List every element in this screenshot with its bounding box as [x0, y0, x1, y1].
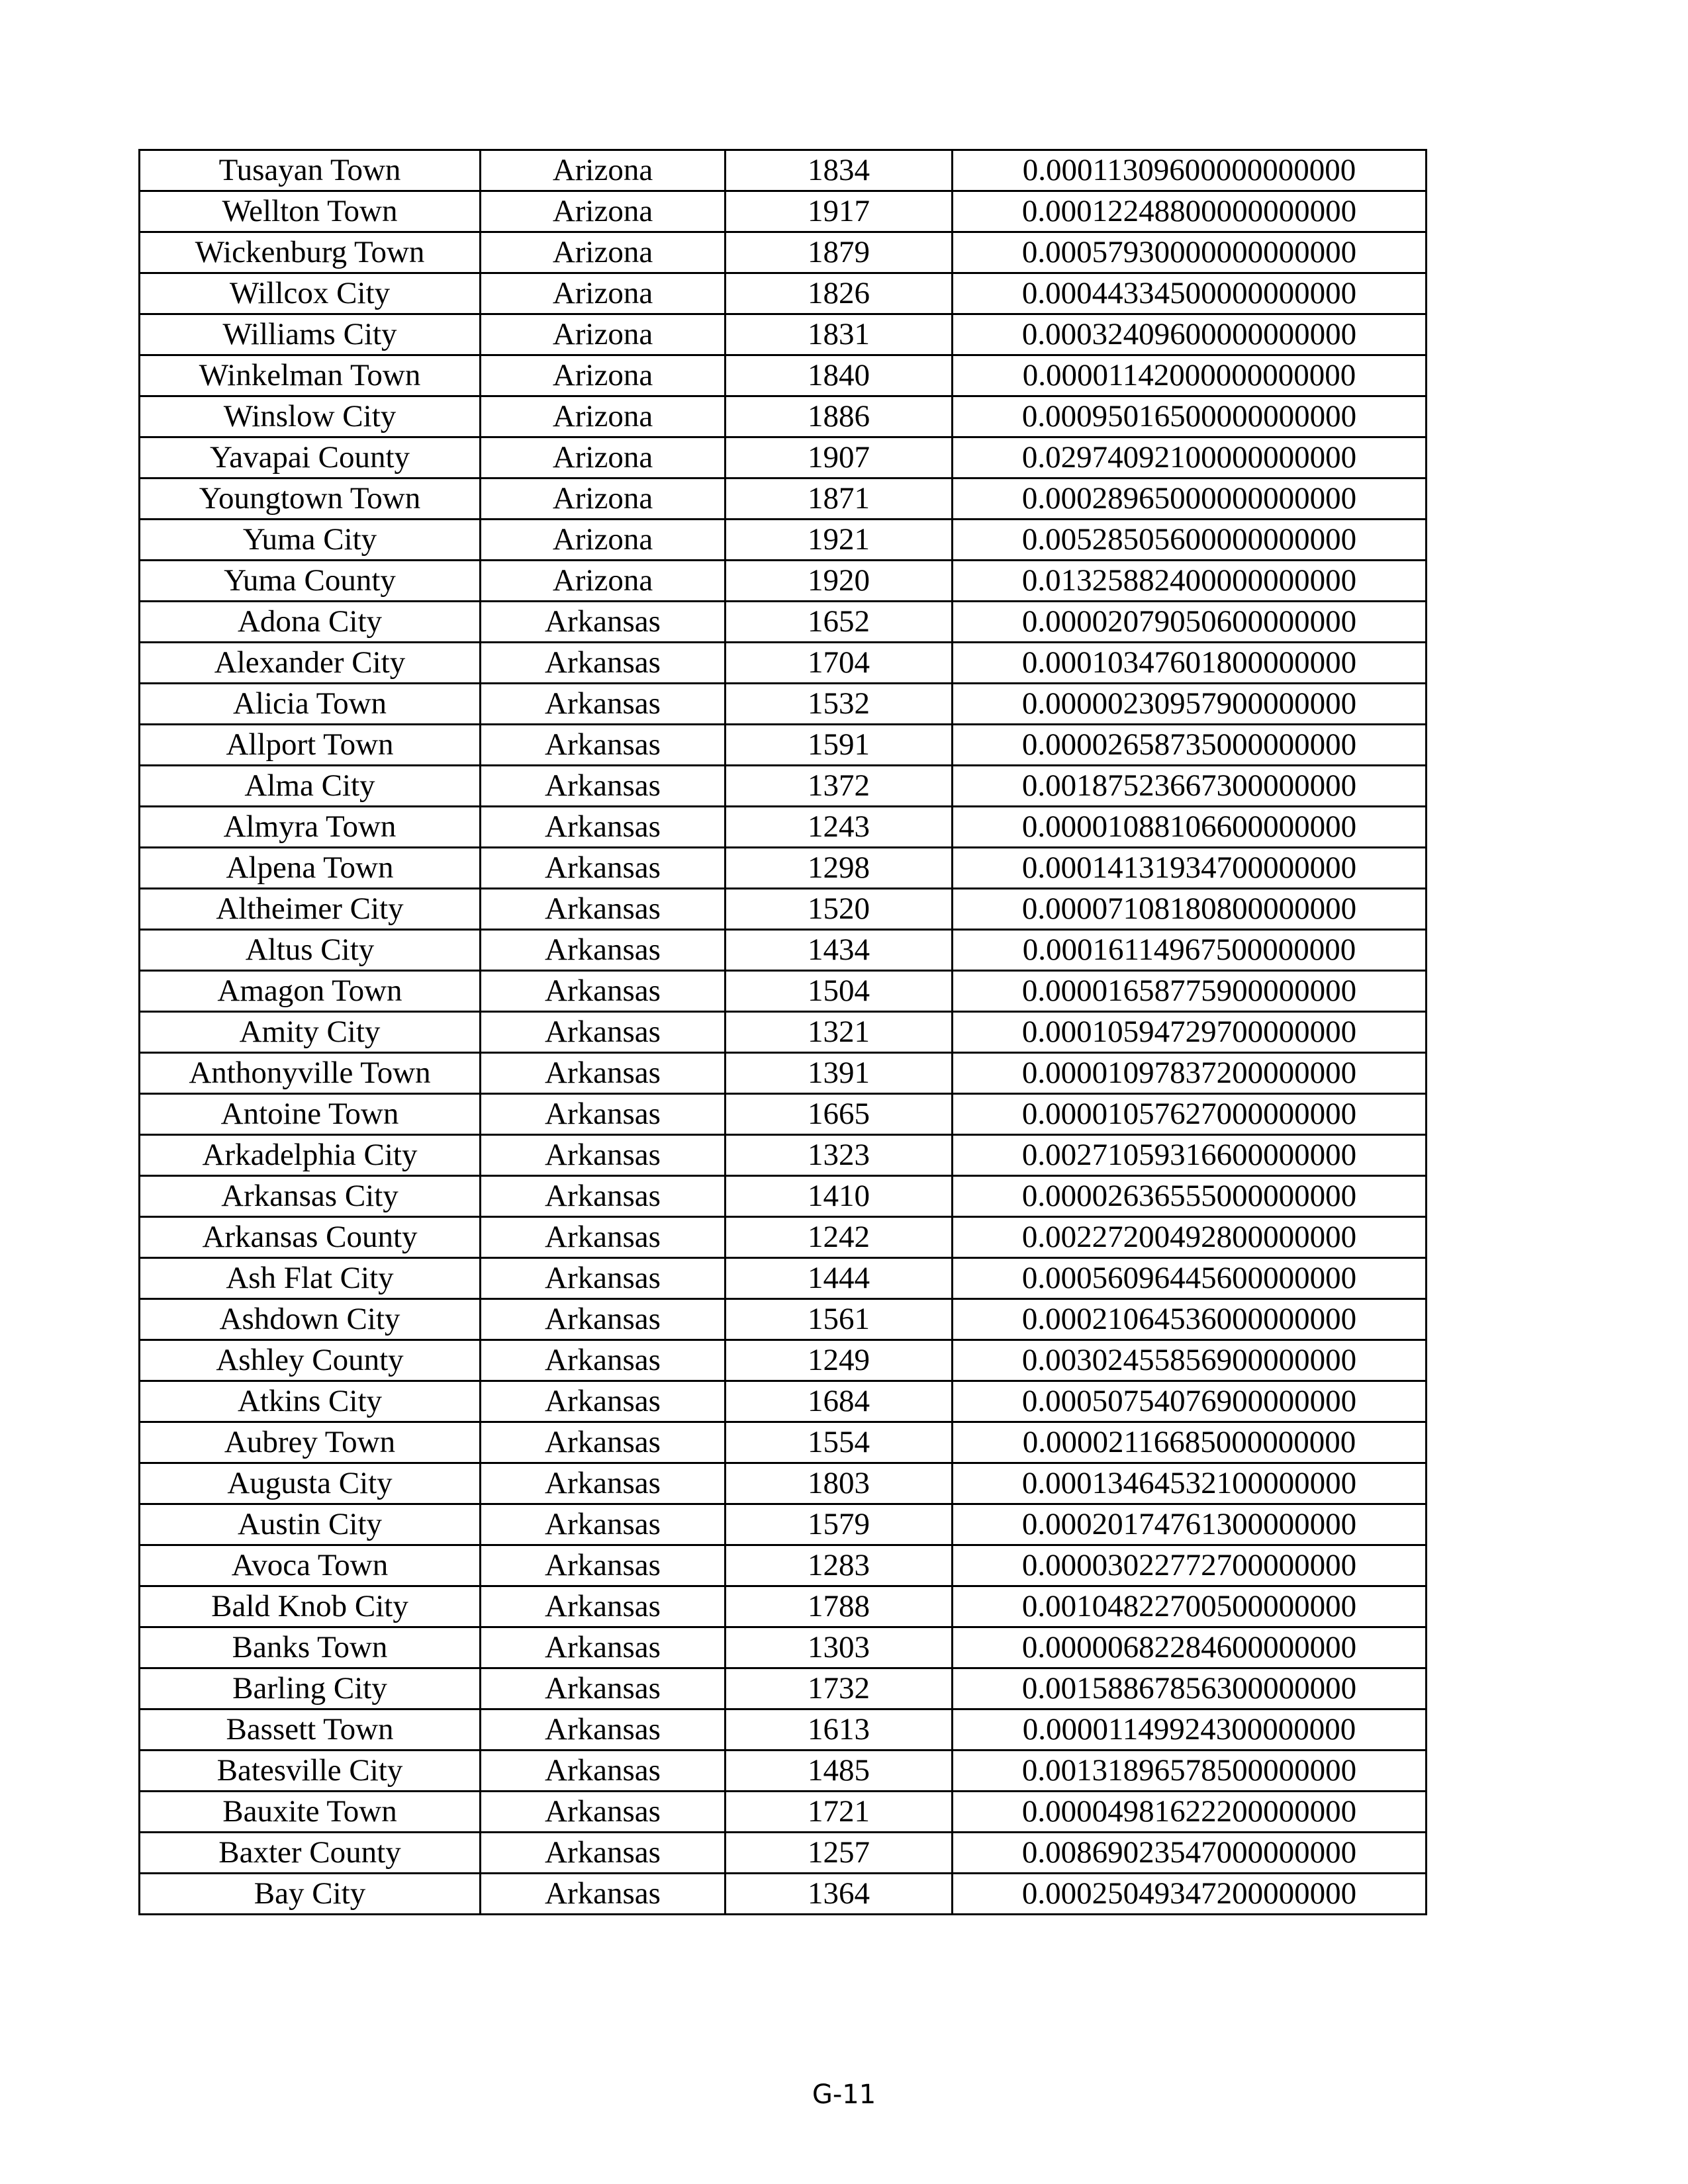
cell-id: 1283	[726, 1545, 953, 1586]
table-row	[140, 766, 1427, 807]
table-row	[140, 1258, 1427, 1299]
cell-state: Arkansas	[481, 1340, 726, 1381]
cell-id: 1554	[726, 1422, 953, 1463]
cell-value: 0.00002079050600000000	[953, 602, 1427, 643]
cell-value: 0.01325882400000000000	[953, 561, 1427, 602]
cell-value: 0.00007108180800000000	[953, 889, 1427, 930]
table-row	[140, 1833, 1427, 1874]
cell-id: 1242	[726, 1217, 953, 1258]
cell-name: Youngtown Town	[140, 478, 481, 520]
cell-value: 0.00003022772700000000	[953, 1545, 1427, 1586]
cell-id: 1831	[726, 314, 953, 355]
table-row	[140, 1709, 1427, 1751]
cell-state: Arkansas	[481, 1833, 726, 1874]
cell-name: Alicia Town	[140, 684, 481, 725]
cell-value: 0.00528505600000000000	[953, 520, 1427, 561]
cell-id: 1591	[726, 725, 953, 766]
cell-name: Bay City	[140, 1874, 481, 1915]
cell-name: Atkins City	[140, 1381, 481, 1422]
cell-value: 0.00000230957900000000	[953, 684, 1427, 725]
cell-value: 0.00044334500000000000	[953, 273, 1427, 314]
table-row	[140, 1135, 1427, 1176]
cell-value: 0.00227200492800000000	[953, 1217, 1427, 1258]
cell-name: Banks Town	[140, 1627, 481, 1668]
cell-state: Arizona	[481, 396, 726, 437]
table-row	[140, 273, 1427, 314]
cell-id: 1840	[726, 355, 953, 396]
table-row	[140, 1094, 1427, 1135]
table-row	[140, 971, 1427, 1012]
cell-value: 0.00032409600000000000	[953, 314, 1427, 355]
table-row	[140, 889, 1427, 930]
table-row	[140, 232, 1427, 273]
cell-id: 1721	[726, 1792, 953, 1833]
cell-state: Arkansas	[481, 1094, 726, 1135]
cell-id: 1372	[726, 766, 953, 807]
cell-name: Augusta City	[140, 1463, 481, 1504]
cell-id: 1579	[726, 1504, 953, 1545]
cell-state: Arkansas	[481, 1463, 726, 1504]
cell-value: 0.00057930000000000000	[953, 232, 1427, 273]
cell-state: Arkansas	[481, 1504, 726, 1545]
cell-value: 0.00001057627000000000	[953, 1094, 1427, 1135]
cell-value: 0.00020174761300000000	[953, 1504, 1427, 1545]
cell-value: 0.00131896578500000000	[953, 1751, 1427, 1792]
table-row	[140, 191, 1427, 232]
cell-state: Arkansas	[481, 766, 726, 807]
cell-value: 0.00001097837200000000	[953, 1053, 1427, 1094]
cell-value: 0.00869023547000000000	[953, 1833, 1427, 1874]
table-row	[140, 643, 1427, 684]
cell-name: Winslow City	[140, 396, 481, 437]
cell-state: Arkansas	[481, 643, 726, 684]
page-number: G-11	[812, 2079, 876, 2110]
cell-value: 0.00002658735000000000	[953, 725, 1427, 766]
allocation-table	[138, 149, 1427, 1915]
table-row	[140, 1463, 1427, 1504]
cell-name: Barling City	[140, 1668, 481, 1709]
cell-name: Ashley County	[140, 1340, 481, 1381]
cell-name: Bauxite Town	[140, 1792, 481, 1833]
cell-name: Altus City	[140, 930, 481, 971]
cell-name: Almyra Town	[140, 807, 481, 848]
cell-name: Wickenburg Town	[140, 232, 481, 273]
cell-value: 0.00010594729700000000	[953, 1012, 1427, 1053]
cell-id: 1907	[726, 437, 953, 478]
cell-id: 1921	[726, 520, 953, 561]
cell-id: 1561	[726, 1299, 953, 1340]
cell-value: 0.00056096445600000000	[953, 1258, 1427, 1299]
table-row	[140, 1176, 1427, 1217]
cell-name: Willcox City	[140, 273, 481, 314]
cell-value: 0.00104822700500000000	[953, 1586, 1427, 1627]
cell-state: Arkansas	[481, 1053, 726, 1094]
cell-name: Baxter County	[140, 1833, 481, 1874]
cell-state: Arizona	[481, 191, 726, 232]
cell-value: 0.00014131934700000000	[953, 848, 1427, 889]
table-row	[140, 561, 1427, 602]
cell-id: 1920	[726, 561, 953, 602]
cell-state: Arkansas	[481, 684, 726, 725]
cell-id: 1803	[726, 1463, 953, 1504]
cell-value: 0.00271059316600000000	[953, 1135, 1427, 1176]
cell-name: Adona City	[140, 602, 481, 643]
cell-value: 0.00004981622200000000	[953, 1792, 1427, 1833]
cell-value: 0.00095016500000000000	[953, 396, 1427, 437]
cell-id: 1410	[726, 1176, 953, 1217]
cell-value: 0.00013464532100000000	[953, 1463, 1427, 1504]
table-row	[140, 602, 1427, 643]
table-row	[140, 1874, 1427, 1915]
cell-id: 1871	[726, 478, 953, 520]
cell-name: Arkadelphia City	[140, 1135, 481, 1176]
cell-name: Arkansas City	[140, 1176, 481, 1217]
table-row	[140, 355, 1427, 396]
cell-value: 0.00016114967500000000	[953, 930, 1427, 971]
cell-id: 1886	[726, 396, 953, 437]
cell-id: 1298	[726, 848, 953, 889]
cell-name: Amity City	[140, 1012, 481, 1053]
cell-state: Arkansas	[481, 1258, 726, 1299]
cell-id: 1665	[726, 1094, 953, 1135]
cell-name: Yavapai County	[140, 437, 481, 478]
cell-id: 1826	[726, 273, 953, 314]
cell-name: Antoine Town	[140, 1094, 481, 1135]
table-row	[140, 396, 1427, 437]
cell-name: Yuma City	[140, 520, 481, 561]
cell-state: Arkansas	[481, 848, 726, 889]
cell-state: Arizona	[481, 314, 726, 355]
cell-id: 1684	[726, 1381, 953, 1422]
cell-value: 0.00028965000000000000	[953, 478, 1427, 520]
table-row	[140, 1586, 1427, 1627]
table-row	[140, 1422, 1427, 1463]
table-row	[140, 1381, 1427, 1422]
table-row	[140, 807, 1427, 848]
cell-id: 1732	[726, 1668, 953, 1709]
cell-name: Amagon Town	[140, 971, 481, 1012]
cell-value: 0.00187523667300000000	[953, 766, 1427, 807]
table-row	[140, 1299, 1427, 1340]
cell-name: Winkelman Town	[140, 355, 481, 396]
cell-id: 1364	[726, 1874, 953, 1915]
cell-id: 1303	[726, 1627, 953, 1668]
cell-name: Aubrey Town	[140, 1422, 481, 1463]
cell-state: Arkansas	[481, 1627, 726, 1668]
cell-state: Arkansas	[481, 1545, 726, 1586]
cell-state: Arkansas	[481, 1135, 726, 1176]
cell-state: Arkansas	[481, 1381, 726, 1422]
cell-state: Arizona	[481, 150, 726, 191]
table-row	[140, 1751, 1427, 1792]
table-row	[140, 1012, 1427, 1053]
cell-value: 0.00000682284600000000	[953, 1627, 1427, 1668]
cell-id: 1504	[726, 971, 953, 1012]
table-row	[140, 684, 1427, 725]
table-row	[140, 1504, 1427, 1545]
cell-value: 0.00002116685000000000	[953, 1422, 1427, 1463]
cell-value: 0.00011309600000000000	[953, 150, 1427, 191]
cell-name: Arkansas County	[140, 1217, 481, 1258]
cell-state: Arkansas	[481, 1792, 726, 1833]
table-row	[140, 1217, 1427, 1258]
cell-value: 0.00001088106600000000	[953, 807, 1427, 848]
table-row	[140, 1792, 1427, 1833]
cell-name: Allport Town	[140, 725, 481, 766]
cell-name: Bald Knob City	[140, 1586, 481, 1627]
table-body	[140, 150, 1427, 1915]
cell-value: 0.00158867856300000000	[953, 1668, 1427, 1709]
cell-id: 1520	[726, 889, 953, 930]
cell-name: Wellton Town	[140, 191, 481, 232]
cell-value: 0.00010347601800000000	[953, 643, 1427, 684]
cell-name: Anthonyville Town	[140, 1053, 481, 1094]
cell-name: Austin City	[140, 1504, 481, 1545]
table-row	[140, 1340, 1427, 1381]
cell-state: Arizona	[481, 478, 726, 520]
cell-name: Tusayan Town	[140, 150, 481, 191]
cell-state: Arkansas	[481, 807, 726, 848]
cell-id: 1917	[726, 191, 953, 232]
cell-state: Arizona	[481, 355, 726, 396]
cell-name: Williams City	[140, 314, 481, 355]
table-row	[140, 930, 1427, 971]
cell-state: Arkansas	[481, 889, 726, 930]
cell-id: 1243	[726, 807, 953, 848]
table-row	[140, 848, 1427, 889]
cell-state: Arkansas	[481, 1299, 726, 1340]
cell-id: 1321	[726, 1012, 953, 1053]
table-row	[140, 314, 1427, 355]
cell-name: Avoca Town	[140, 1545, 481, 1586]
cell-name: Alma City	[140, 766, 481, 807]
cell-value: 0.00021064536000000000	[953, 1299, 1427, 1340]
cell-state: Arkansas	[481, 1012, 726, 1053]
cell-id: 1788	[726, 1586, 953, 1627]
cell-id: 1879	[726, 232, 953, 273]
cell-id: 1652	[726, 602, 953, 643]
cell-name: Altheimer City	[140, 889, 481, 930]
table-row	[140, 1627, 1427, 1668]
cell-value: 0.00002636555000000000	[953, 1176, 1427, 1217]
cell-id: 1532	[726, 684, 953, 725]
cell-state: Arkansas	[481, 930, 726, 971]
table-row	[140, 1053, 1427, 1094]
cell-state: Arkansas	[481, 971, 726, 1012]
cell-id: 1485	[726, 1751, 953, 1792]
cell-state: Arizona	[481, 273, 726, 314]
cell-state: Arkansas	[481, 1709, 726, 1751]
cell-id: 1444	[726, 1258, 953, 1299]
table-row	[140, 437, 1427, 478]
cell-name: Yuma County	[140, 561, 481, 602]
cell-name: Alpena Town	[140, 848, 481, 889]
cell-state: Arkansas	[481, 1176, 726, 1217]
cell-value: 0.00302455856900000000	[953, 1340, 1427, 1381]
cell-name: Batesville City	[140, 1751, 481, 1792]
cell-state: Arizona	[481, 520, 726, 561]
cell-value: 0.02974092100000000000	[953, 437, 1427, 478]
cell-id: 1434	[726, 930, 953, 971]
cell-state: Arkansas	[481, 1751, 726, 1792]
cell-id: 1391	[726, 1053, 953, 1094]
cell-value: 0.00012248800000000000	[953, 191, 1427, 232]
cell-id: 1834	[726, 150, 953, 191]
cell-id: 1323	[726, 1135, 953, 1176]
cell-value: 0.00001149924300000000	[953, 1709, 1427, 1751]
cell-name: Alexander City	[140, 643, 481, 684]
cell-state: Arkansas	[481, 725, 726, 766]
cell-value: 0.00001658775900000000	[953, 971, 1427, 1012]
table-row	[140, 478, 1427, 520]
cell-state: Arkansas	[481, 1668, 726, 1709]
table-row	[140, 150, 1427, 191]
cell-value: 0.00001142000000000000	[953, 355, 1427, 396]
cell-id: 1249	[726, 1340, 953, 1381]
cell-id: 1257	[726, 1833, 953, 1874]
table-row	[140, 1668, 1427, 1709]
cell-state: Arkansas	[481, 602, 726, 643]
cell-id: 1704	[726, 643, 953, 684]
cell-value: 0.00050754076900000000	[953, 1381, 1427, 1422]
cell-state: Arkansas	[481, 1422, 726, 1463]
table-row	[140, 520, 1427, 561]
cell-state: Arizona	[481, 232, 726, 273]
cell-name: Bassett Town	[140, 1709, 481, 1751]
cell-name: Ash Flat City	[140, 1258, 481, 1299]
table-row	[140, 1545, 1427, 1586]
cell-state: Arizona	[481, 561, 726, 602]
cell-state: Arkansas	[481, 1586, 726, 1627]
cell-name: Ashdown City	[140, 1299, 481, 1340]
cell-state: Arkansas	[481, 1217, 726, 1258]
cell-value: 0.00025049347200000000	[953, 1874, 1427, 1915]
cell-state: Arkansas	[481, 1874, 726, 1915]
table-row	[140, 725, 1427, 766]
cell-state: Arizona	[481, 437, 726, 478]
cell-id: 1613	[726, 1709, 953, 1751]
